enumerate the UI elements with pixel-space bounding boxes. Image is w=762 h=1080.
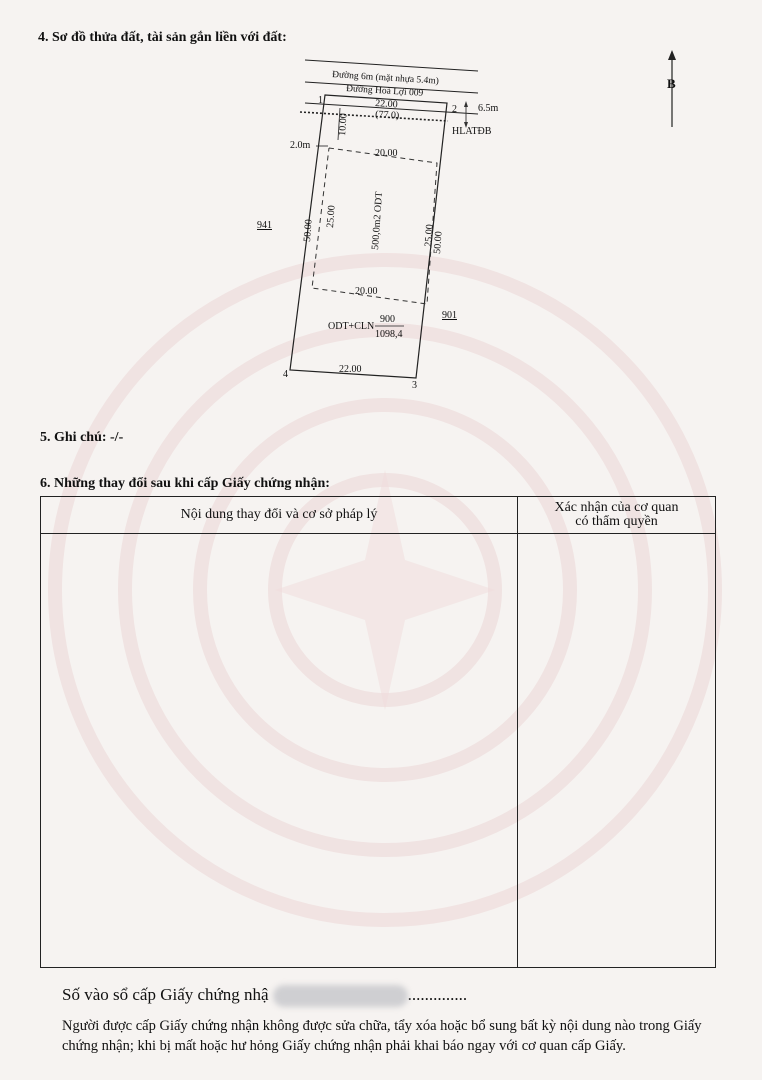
area-label: 500,0m2 ODT — [370, 191, 386, 251]
inner-right-length: 25.00 — [423, 223, 436, 248]
setback-right-label: 6.5m — [478, 103, 499, 114]
footer-note: Người được cấp Giấy chứng nhận không được sửa chữa, tẩy xóa hoặc bổ sung bất kỳ nội dung nào trong Giấy chứng nhận; khi bị mất hoặc hư hỏng Giấy chứng nhận phải khai báo ngay với cơ quan cấp Giấy. — [62, 1018, 702, 1054]
hlatdb-label: HLATĐB — [452, 126, 492, 137]
redacted-number — [273, 985, 408, 1007]
section-4-title: 4. Sơ đồ thửa đất, tài sản gắn liền với đất: — [38, 30, 287, 45]
inner-bottom-length: 20.00 — [355, 286, 378, 297]
corner-2-label: 2 — [452, 104, 457, 115]
inner-left-length: 25.00 — [325, 204, 338, 229]
section-6-title: 6. Những thay đổi sau khi cấp Giấy chứng nhận: — [40, 476, 330, 491]
north-label: B — [667, 76, 676, 91]
top-edge-length: 22.00 — [374, 98, 398, 111]
col-confirm-header — [518, 501, 715, 529]
corner-1-label: 1 — [318, 95, 323, 106]
north-arrow-head — [668, 50, 676, 60]
outer-left-length: 50.00 — [302, 218, 315, 243]
parcel-number: 900 — [380, 314, 395, 325]
top-edge-sub: (77.0) — [374, 109, 400, 122]
road-line-top — [305, 60, 478, 71]
parcel-area: 1098,4 — [375, 329, 403, 340]
col-changes-header: Nội dung thay đổi và cơ sở pháp lý — [180, 507, 378, 522]
registration-label: Số vào sổ cấp Giấy chứng nhậ — [62, 985, 269, 1004]
side-top-length: 10.00 — [337, 112, 350, 137]
registration-line — [62, 985, 467, 1007]
bottom-edge-length: 22.00 — [339, 364, 362, 375]
outer-right-length: 50.00 — [432, 230, 445, 255]
road-label-2: Đường Hoà Lợi 009 — [345, 84, 424, 99]
parcel-use-label: ODT+CLN — [328, 321, 375, 332]
section-5-title: 5. Ghi chú: -/- — [40, 430, 124, 445]
table-column-divider — [517, 497, 518, 967]
col-confirm-header-line2: có thẩm quyền — [575, 514, 658, 529]
registration-dots: .............. — [407, 985, 468, 1004]
neighbor-941-label: 941 — [257, 220, 272, 231]
changes-table — [40, 496, 716, 968]
inner-top-length: 20.00 — [375, 148, 398, 159]
land-plot-diagram — [0, 0, 762, 430]
corner-3-label: 3 — [412, 380, 417, 391]
neighbor-901-label: 901 — [442, 310, 457, 321]
road-label-1: Đường 6m (mặt nhựa 5.4m) — [331, 70, 440, 87]
col-confirm-header-line1: Xác nhận của cơ quan — [554, 500, 679, 515]
corner-4-label: 4 — [283, 369, 288, 380]
setback-left-label: 2.0m — [290, 140, 311, 151]
